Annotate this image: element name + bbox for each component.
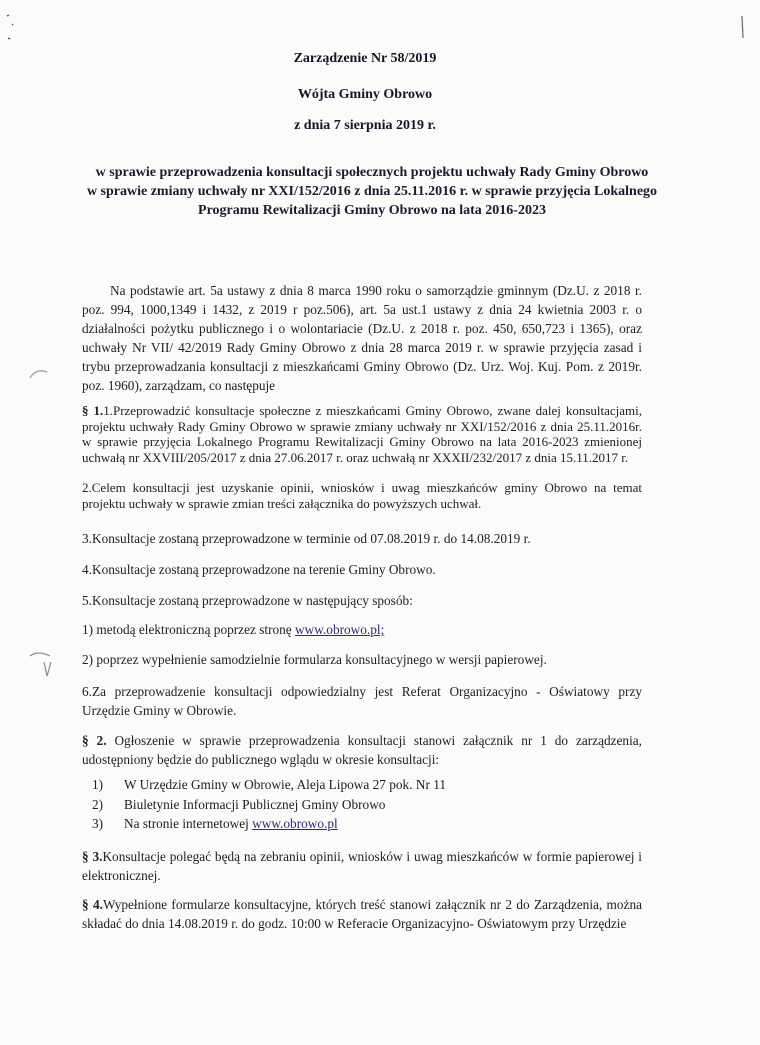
document-issuer: Wójta Gminy Obrowo [297,87,433,102]
scan-speck-right [738,14,752,42]
section-1-point-5: 5.Konsultacje zostaną przeprowadzone w następujący sposób: [82,593,413,608]
document-title: Zarządzenie Nr 58/2019 [293,51,437,66]
section-4-text: Wypełnione formularze konsultacyjne, których treść stanowi załącznik nr 2 do Zarządzenia, można składać do dnia 14.08.2019 r. do godz. 10:00 w Referacie Organizacyjno- Oświatowym przy Urzędzie [82,897,642,931]
section-1-point-6: 6.Za przeprowadzenie konsultacji odpowiedzialny jest Referat Organizacyjno - Oświatowy przy Urzędzie Gminy w Obrowie. [82,684,642,718]
section-1-point-4: 4.Konsultacje zostaną przeprowadzone na terenie Gminy Obrowo. [82,562,436,577]
subject-line-3: Programu Rewitalizacji Gminy Obrowo na lata 2016-2023 [198,203,546,218]
preamble-paragraph: Na podstawie art. 5a ustawy z dnia 8 marca 1990 roku o samorządzie gminnym (Dz.U. z 2018 r. poz. 994, 1000,1349 i 1432, z 2019 r poz.506), art. 5a ust.1 ustawy z dnia 24 kwietnia 2003 r. o działalności pożytku publicznego i o wolontariacie (Dz.U. z 2018 r. poz. 450, 650,723 i 1365), oraz uchwały Nr VII/ 42/2019 Rady Gminy Obrowo z dnia 28 marca 2019 r. w sprawie przyjęcia zasad i trybu przeprowadzania konsultacji z mieszkańcami Gminy Obrowo (Dz. Urz. Woj. Kuj. Pom. z 2019r. poz. 1960), zarządzam, co następuje [82,283,642,393]
subject-line-1: w sprawie przeprowadzenia konsultacji społecznych projektu uchwały Rady Gminy Obrowo [95,165,649,180]
subject-line-2: w sprawie zmiany uchwały nr XXI/152/2016 z dnia 25.11.2016 r. w sprawie przyjęcia Lokalnego [86,184,658,199]
punch-hole-mark-upper [28,366,50,382]
section-1-point-1: 1.Przeprowadzić konsultacje społeczne z mieszkańcami Gminy Obrowo, zwane dalej konsultacjami, projektu uchwały Rady Gminy Obrowo w sprawie zmiany uchwały nr XXI/152/2016 z dnia 25.11.2016r. w sprawie przyjęcia Lokalnego Programu Rewitalizacji Gminy Obrowo na lata 2016-2023 zmienionej uchwałą nr XXVIII/205/2017 z dnia 27.06.2017 r. oraz uchwałą nr XXXII/232/2017 z dnia 15.11.2017 r. [82,403,643,465]
document-subject [40,163,704,220]
section-3-text: Konsultacje polegać będą na zebraniu opinii, wniosków i uwag mieszkańców w formie papierowej i elektronicznej. [82,849,642,883]
list-item: 2) Biuletynie Informacji Publicznej Gminy Obrowo [92,796,386,812]
section-3-mark: § 3. [82,849,103,864]
section-1-point-5-2: 2) poprzez wypełnienie samodzielnie formularza konsultacyjnego w wersji papierowej. [82,652,547,667]
section-1-paragraph-2: 2.Celem konsultacji jest uzyskanie opinii, wniosków i uwag mieszkańców gminy Obrowo na temat projektu uchwały w sprawie zmian treści załącznika do powyższych uchwał. [82,480,642,511]
section-1-point-3: 3.Konsultacje zostaną przeprowadzone w terminie od 07.08.2019 r. do 14.08.2019 r. [82,531,531,546]
obrowo-website-link-2[interactable]: www.obrowo.pl [252,816,338,831]
section-1-point-5-1 [82,620,652,639]
method-electronic-text: 1) metodą elektroniczną poprzez stronę [82,622,296,637]
section-4-mark: § 4. [82,897,103,912]
list-item: 1) W Urzędzie Gminy w Obrowie, Aleja Lipowa 27 pok. Nr 11 [92,777,447,792]
section-1-mark: § 1. [82,403,104,418]
section-1-paragraph-1 [82,403,642,465]
section-2-paragraph [82,731,642,769]
section-2-mark: § 2. [82,733,107,748]
section-3-paragraph [82,847,642,885]
obrowo-website-link[interactable]: www.obrowo.pl; [295,622,385,637]
punch-hole-mark-lower [28,650,54,680]
section-2-text: Ogłoszenie w sprawie przeprowadzenia konsultacji stanowi załącznik nr 1 do zarządzenia, udostępniony będzie do publicznego wglądu w okresie konsultacji: [82,733,642,767]
list-item: 3) Na stronie internetowej www.obrowo.pl [92,816,338,831]
document-date: z dnia 7 sierpnia 2019 r. [294,118,436,133]
publication-places-list [82,775,642,834]
section-4-paragraph [82,895,642,933]
scan-speck-top-left [4,10,28,44]
